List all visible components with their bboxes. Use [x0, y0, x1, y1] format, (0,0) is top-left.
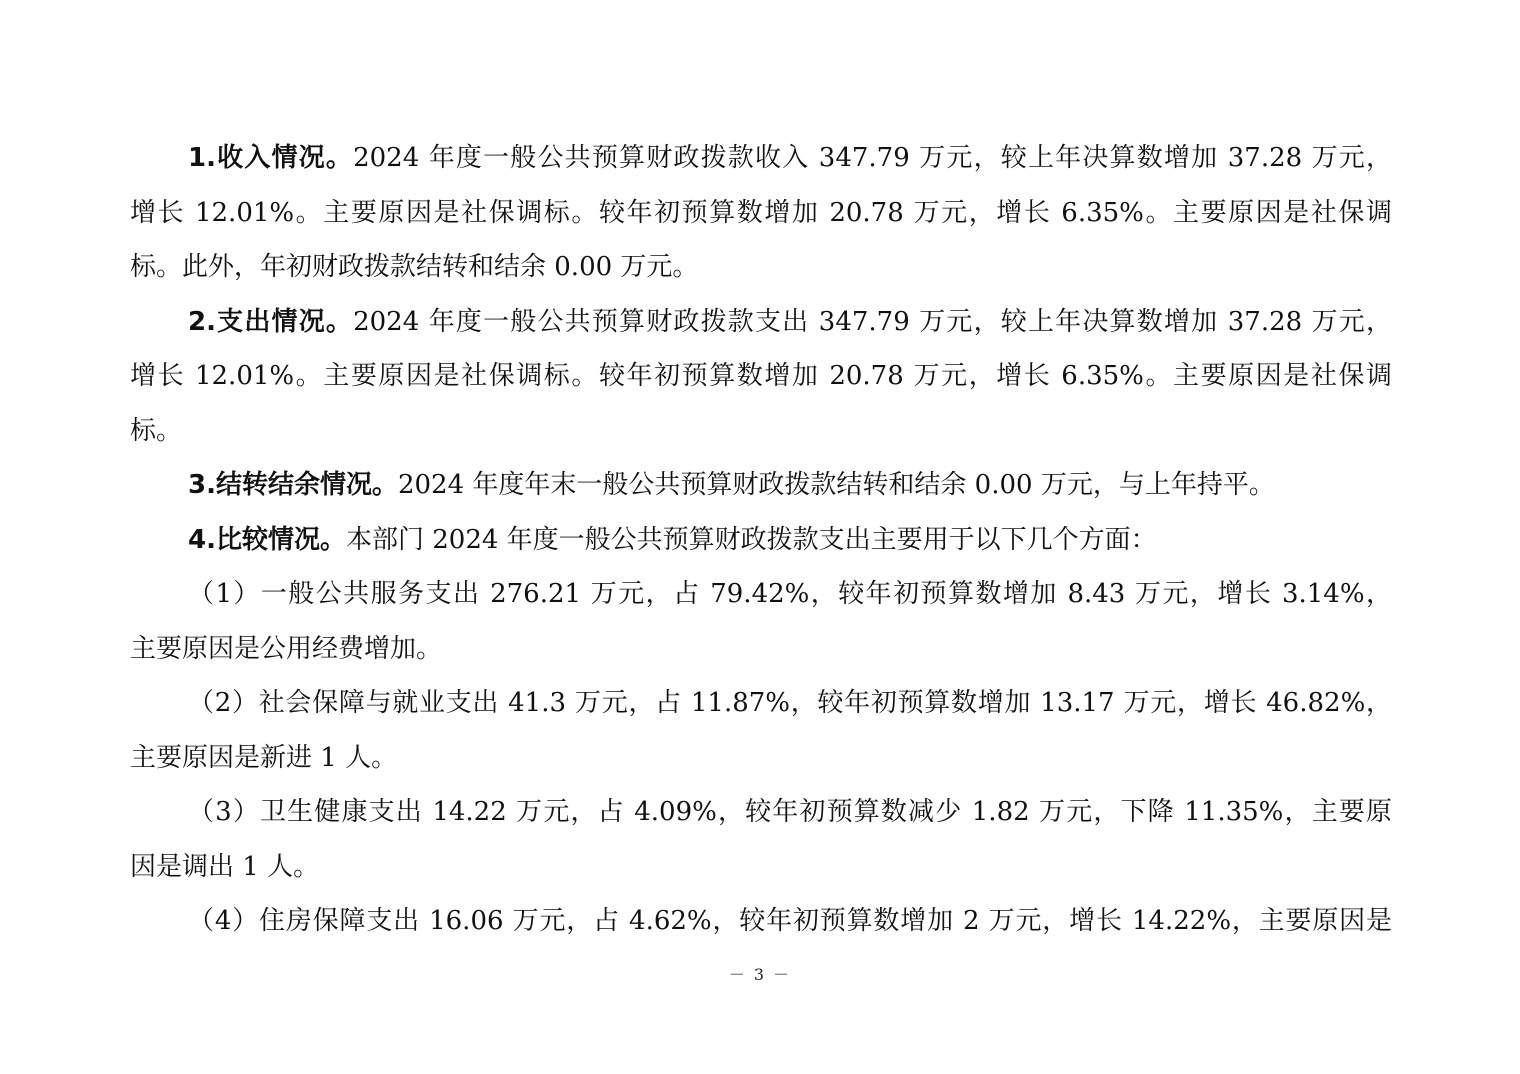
- section-carryover: [130, 458, 1392, 513]
- section-heading: 3.结转结余情况。: [188, 470, 398, 500]
- section-expenditure: [130, 295, 1392, 459]
- paragraph-text: 2024 年度年末一般公共预算财政拨款结转和结余 0.00 万元，与上年持平。: [397, 470, 1275, 500]
- section-heading: 1.收入情况。: [188, 143, 354, 173]
- list-item: [130, 567, 1392, 676]
- list-item: [130, 785, 1392, 894]
- paragraph-line: [130, 513, 1392, 568]
- paragraph-line: （3）卫生健康支出 14.22 万元，占 4.09%，较年初预算数减少 1.82 万元，下降 11.35%，主要原: [188, 797, 1392, 827]
- page-number: － 3 －: [728, 965, 792, 984]
- paragraph-line: （1）一般公共服务支出 276.21 万元，占 79.42%，较年初预算数增加 8.43 万元，增长 3.14%，: [188, 579, 1392, 609]
- document-body: [130, 131, 1392, 949]
- paragraph-line: [130, 295, 1392, 350]
- paragraph-line: [130, 131, 1392, 186]
- paragraph-line: 标。此外，年初财政拨款结转和结余 0.00 万元。: [130, 252, 699, 282]
- list-item: [130, 676, 1392, 785]
- section-heading: 4.比较情况。: [188, 524, 346, 555]
- section-comparison: [130, 513, 1392, 568]
- paragraph-text: 2024 年度一般公共预算财政拨款支出 347.79 万元，较上年决算数增加 37.28 万元，: [353, 306, 1392, 337]
- paragraph-line: 增长 12.01%。主要原因是社保调标。较年初预算数增加 20.78 万元，增长 6.35%。主要原因是社保调: [130, 361, 1392, 391]
- section-heading: 2.支出情况。: [188, 306, 354, 337]
- paragraph-line: 主要原因是公用经费增加。: [130, 633, 443, 664]
- paragraph-line: （2）社会保障与就业支出 41.3 万元，占 11.87%，较年初预算数增加 13.17 万元，增长 46.82%，: [188, 688, 1392, 718]
- paragraph-text: 2024 年度一般公共预算财政拨款收入 347.79 万元，较上年决算数增加 37.28 万元，: [353, 143, 1392, 173]
- section-income: [130, 131, 1392, 295]
- paragraph-line: 因是调出 1 人。: [130, 851, 320, 882]
- paragraph-text: 本部门 2024 年度一般公共预算财政拨款支出主要用于以下几个方面：: [345, 524, 1157, 555]
- list-item: [130, 894, 1392, 949]
- paragraph-line: 主要原因是新进 1 人。: [130, 742, 398, 773]
- paragraph-line: （4）住房保障支出 16.06 万元，占 4.62%，较年初预算数增加 2 万元，增长 14.22%，主要原因是: [188, 906, 1392, 936]
- paragraph-line: [130, 458, 1392, 513]
- paragraph-line: 标。: [130, 415, 183, 446]
- paragraph-line: 增长 12.01%。主要原因是社保调标。较年初预算数增加 20.78 万元，增长 6.35%。主要原因是社保调: [130, 197, 1392, 228]
